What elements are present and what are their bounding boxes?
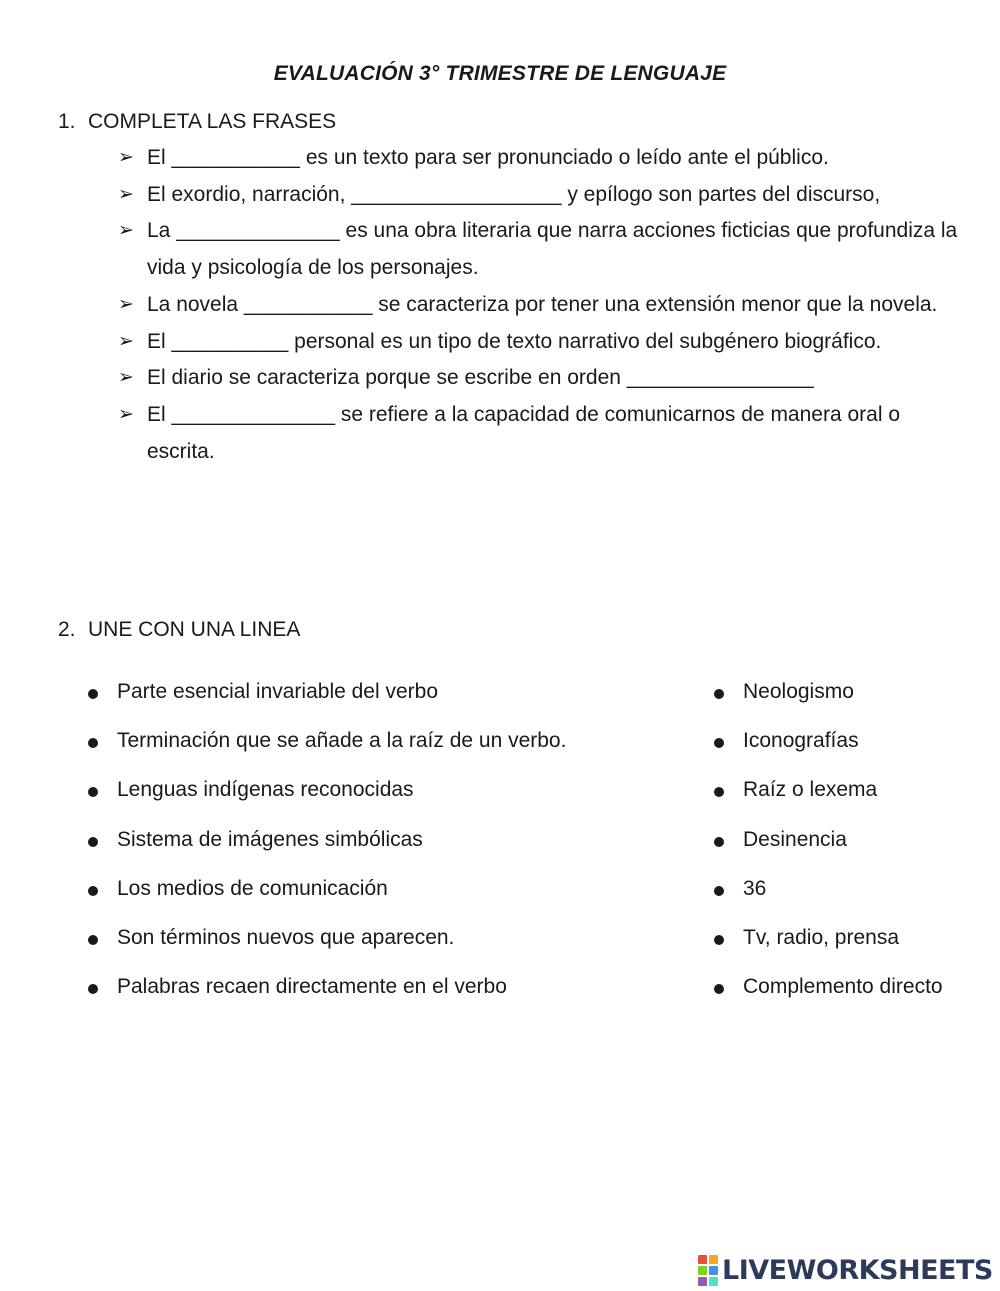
arrow-bullet-icon: ➢ (118, 367, 134, 389)
match-right-item-5[interactable] (714, 865, 964, 913)
fill-item-text: El diario se caracteriza porque se escribe en orden ________________ (147, 366, 814, 390)
match-right-text: Raíz o lexema (743, 778, 878, 802)
bullet-icon (714, 886, 724, 896)
match-left-item-6[interactable] (88, 926, 688, 950)
arrow-bullet-icon: ➢ (118, 147, 134, 168)
bullet-icon (88, 738, 98, 748)
match-left-text: Son términos nuevos que aparecen. (117, 925, 455, 949)
bullet-icon (88, 689, 98, 699)
match-right-text: Neologismo (743, 680, 854, 703)
fill-item-6 (118, 360, 958, 397)
fill-item-1 (118, 140, 958, 177)
fill-item-4 (118, 287, 958, 324)
match-left-item-7[interactable] (88, 975, 688, 999)
bullet-icon (88, 837, 98, 847)
match-left-text: Los medios de comunicación (117, 876, 388, 900)
arrow-bullet-icon: ➢ (118, 330, 134, 352)
match-right-item-4[interactable] (714, 816, 964, 864)
bullet-icon (714, 935, 724, 945)
logo-blocks-icon (698, 1255, 718, 1286)
section-1-title: COMPLETA LAS FRASES (88, 110, 337, 133)
match-right-text: 36 (743, 876, 767, 900)
section-1-heading (58, 110, 336, 134)
match-right-item-3[interactable] (714, 766, 964, 814)
section-2-number: 2. (58, 618, 76, 641)
match-left-item-3[interactable] (88, 778, 688, 802)
bullet-icon (714, 787, 724, 797)
bullet-icon (714, 689, 724, 699)
fill-item-text: El __________ personal es un tipo de texto narrativo del subgénero biográfico. (147, 329, 882, 353)
match-left-text: Sistema de imágenes simbólicas (117, 827, 423, 851)
bullet-icon (714, 738, 724, 748)
section-2-heading (58, 618, 300, 642)
fill-item-5 (118, 324, 958, 361)
match-right-column (714, 680, 964, 1024)
match-left-item-5[interactable] (88, 877, 688, 901)
logo-block (709, 1277, 718, 1286)
fill-item-text: La novela ___________ se caracteriza por tener una extensión menor que la novela. (147, 292, 938, 316)
section-1-number: 1. (58, 110, 76, 133)
logo-block (698, 1266, 707, 1275)
bullet-icon (88, 886, 98, 896)
arrow-bullet-icon: ➢ (118, 220, 134, 242)
bullet-icon (714, 837, 724, 847)
liveworksheets-logo (698, 1254, 993, 1286)
match-left-text: Palabras recaen directamente en el verbo (117, 975, 507, 999)
match-right-item-2[interactable] (714, 717, 964, 765)
fill-item-text: El ______________ se refiere a la capacidad de comunicarnos de manera oral o escrita. (147, 402, 901, 463)
bullet-icon (88, 984, 98, 994)
fill-item-text: El exordio, narración, __________________ y epílogo son partes del discurso, (147, 182, 881, 206)
bullet-icon (88, 787, 98, 797)
fill-item-text: El ___________ es un texto para ser pronunciado o leído ante el público. (147, 146, 829, 169)
match-left-item-1[interactable] (88, 680, 688, 704)
match-right-item-1[interactable] (714, 668, 964, 716)
match-left-text: Terminación que se añade a la raíz de un verbo. (117, 729, 567, 753)
match-left-item-2[interactable] (88, 729, 688, 753)
match-right-text: Tv, radio, prensa (743, 925, 900, 949)
section-2-title: UNE CON UNA LINEA (88, 618, 301, 641)
match-left-item-4[interactable] (88, 828, 688, 852)
arrow-bullet-icon: ➢ (118, 183, 134, 205)
fill-item-3 (118, 213, 958, 286)
fill-item-7 (118, 397, 958, 470)
match-left-column (88, 680, 688, 1024)
match-right-text: Iconografías (743, 729, 859, 753)
fill-item-text: La ______________ es una obra literaria que narra acciones ficticias que profundiza la vida y psicología de los personajes. (147, 219, 958, 280)
arrow-bullet-icon: ➢ (118, 403, 134, 425)
logo-block (698, 1277, 707, 1286)
arrow-bullet-icon: ➢ (118, 293, 134, 315)
fill-in-list (118, 140, 958, 470)
match-right-item-6[interactable] (714, 914, 964, 962)
worksheet-title: EVALUACIÓN 3° TRIMESTRE DE LENGUAJE (273, 62, 727, 85)
logo-block (709, 1266, 718, 1275)
fill-item-2 (118, 177, 958, 214)
match-right-item-7[interactable] (714, 963, 964, 1011)
logo-block (698, 1255, 707, 1264)
match-left-text: Lenguas indígenas reconocidas (117, 778, 414, 802)
logo-text: LIVEWORKSHEETS (722, 1254, 993, 1286)
match-right-text: Desinencia (743, 827, 847, 851)
match-right-text: Complemento directo (743, 975, 943, 999)
bullet-icon (714, 984, 724, 994)
logo-block (709, 1255, 718, 1264)
bullet-icon (88, 935, 98, 945)
match-left-text: Parte esencial invariable del verbo (117, 680, 439, 703)
